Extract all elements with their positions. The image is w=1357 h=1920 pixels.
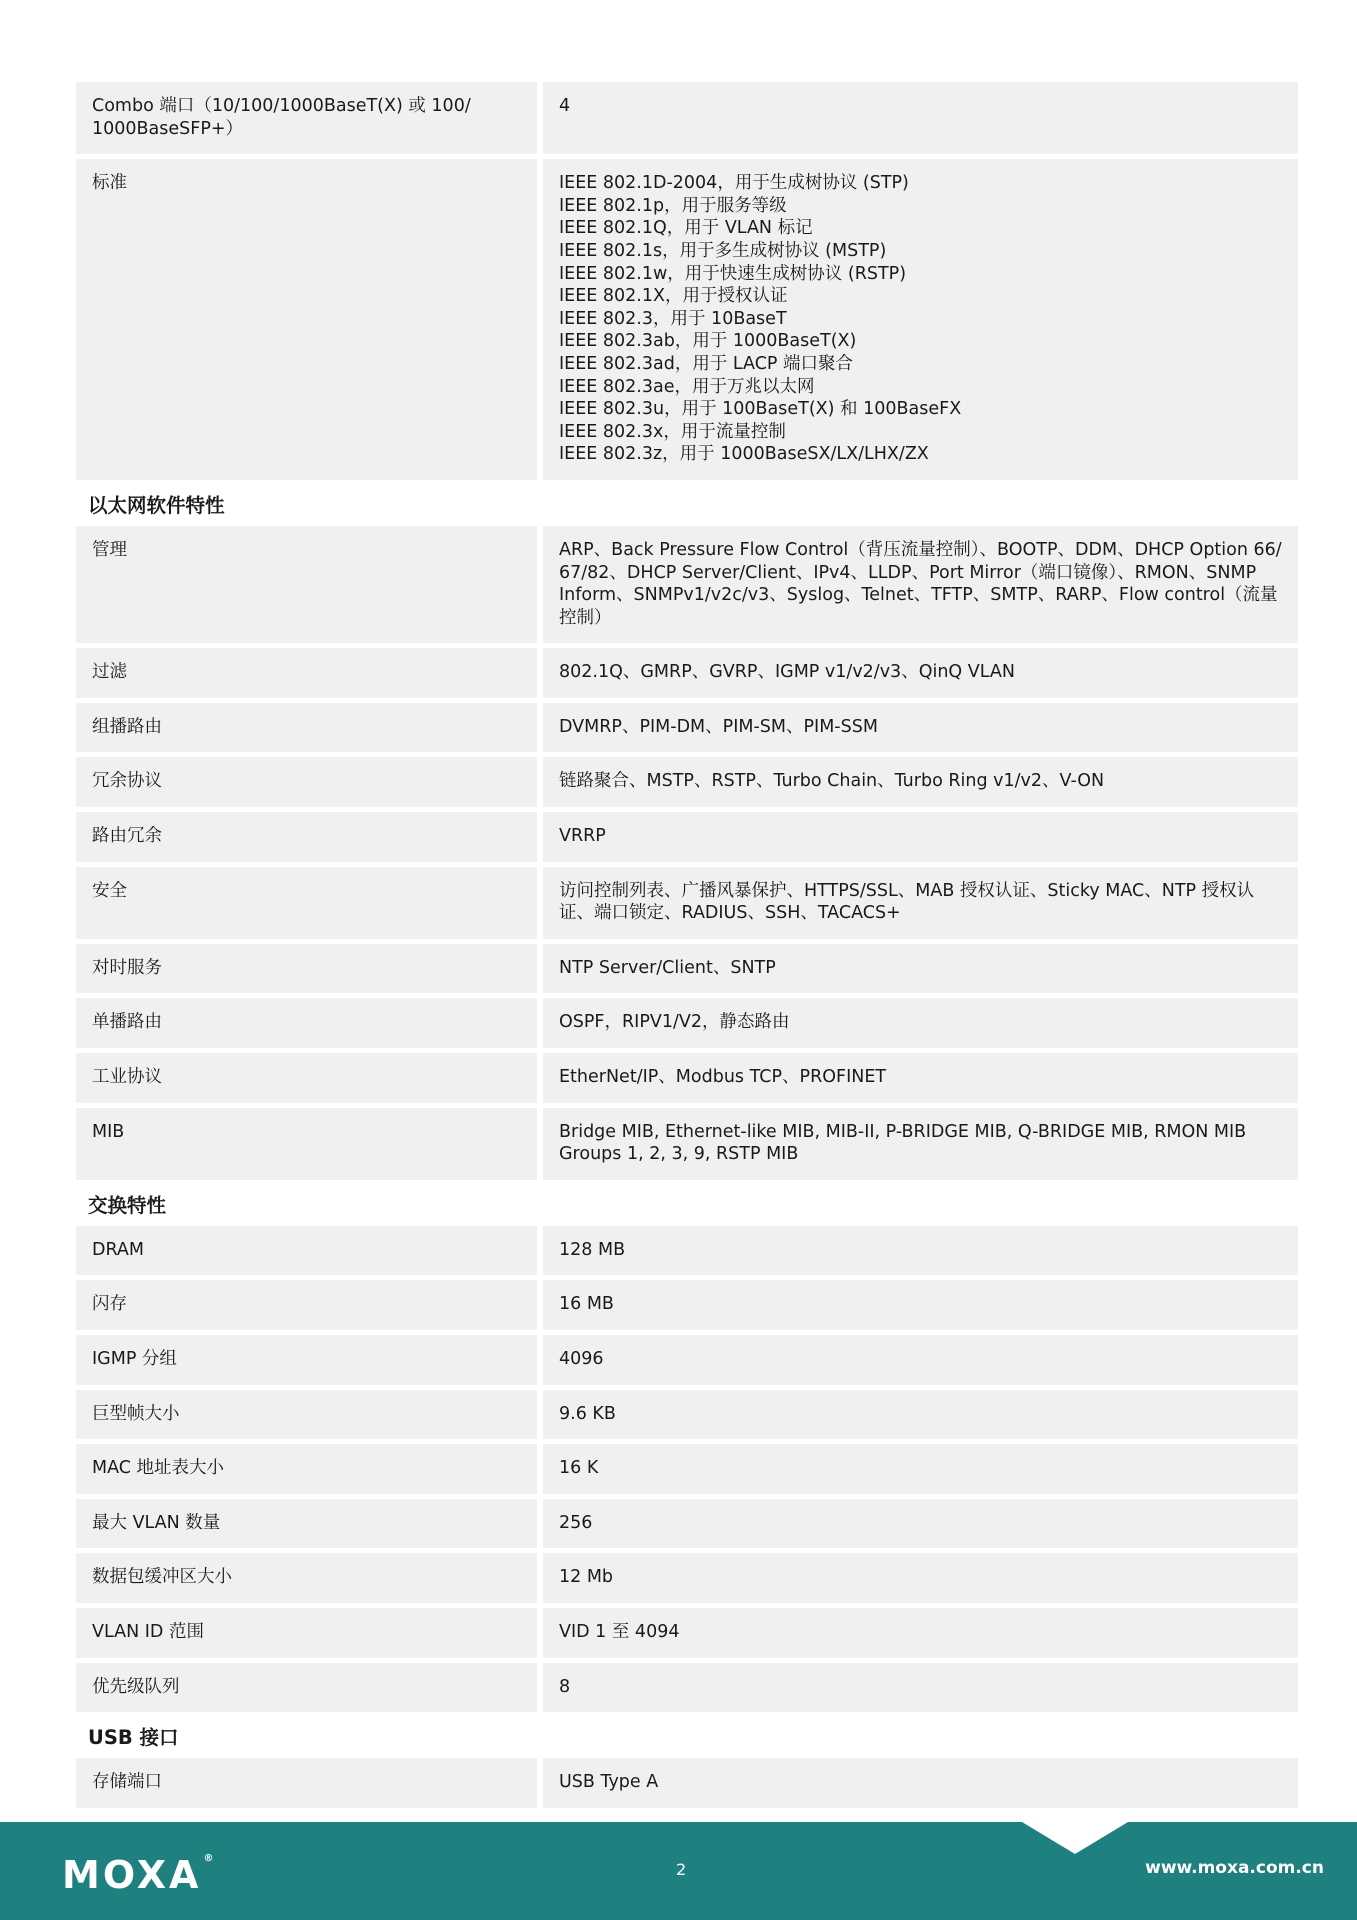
spec-value-line: IEEE 802.3u，用于 100BaseT(X) 和 100BaseFX [559,399,962,420]
spec-row [76,1390,1298,1440]
spec-row [76,703,1298,753]
spec-value-line: OSPF，RIPV1/V2，静态路由 [559,1012,790,1033]
spec-row [76,1053,1298,1103]
spec-value [543,1444,1298,1494]
spec-row [76,526,1298,643]
spec-value-line: IEEE 802.1D-2004，用于生成树协议 (STP) [559,173,909,194]
spec-label: 单播路由 [76,998,537,1048]
spec-value-line: 访问控制列表、广播风暴保护、HTTPS/SSL、MAB 授权认证、Sticky MAC、NTP 授权认 [559,880,1255,901]
spec-value [543,1108,1298,1180]
website-link[interactable]: www.moxa.com.cn [1145,1858,1324,1878]
spec-label: 巨型帧大小 [76,1390,537,1440]
spec-value [543,1608,1298,1658]
spec-value-line: NTP Server/Client、SNTP [559,957,776,978]
spec-label: 管理 [76,526,537,643]
spec-value [543,1663,1298,1713]
spec-label: IGMP 分组 [76,1335,537,1385]
spec-label: 最大 VLAN 数量 [76,1499,537,1549]
spec-value-line: IEEE 802.1w，用于快速生成树协议 (RSTP) [559,263,907,284]
spec-value [543,1758,1298,1808]
spec-value-line: 控制） [559,607,612,628]
spec-value [543,1553,1298,1603]
spec-value [543,159,1298,480]
spec-value-line: IEEE 802.3ad，用于 LACP 端口聚合 [559,353,854,374]
page-number: 2 [676,1860,687,1879]
spec-value-line: 16 K [559,1458,599,1479]
spec-value-line: 256 [559,1512,593,1533]
spec-value-line: Inform、SNMPv1/v2c/v3、Syslog、Telnet、TFTP、SMTP、RARP、Flow control（流量 [559,585,1278,606]
spec-value-line: 链路聚合、MSTP、RSTP、Turbo Chain、Turbo Ring v1/v2、V-ON [559,771,1105,792]
spec-label: 路由冗余 [76,812,537,862]
spec-value-line: IEEE 802.3，用于 10BaseT [559,308,787,329]
spec-value-line: IEEE 802.3x，用于流量控制 [559,421,786,442]
spec-value-line: IEEE 802.3z，用于 1000BaseSX/LX/LHX/ZX [559,444,929,465]
spec-value-line: 8 [559,1676,571,1697]
spec-row [76,1226,1298,1276]
spec-row [76,867,1298,939]
section-title: 以太网软件特性 [88,493,225,517]
spec-row [76,1608,1298,1658]
spec-value-line: 12 Mb [559,1567,614,1588]
spec-value [543,1226,1298,1276]
spec-value [543,757,1298,807]
spec-row [76,82,1298,154]
spec-value-line: IEEE 802.3ae，用于万兆以太网 [559,376,815,397]
spec-value-line: IEEE 802.3ab，用于 1000BaseT(X) [559,331,857,352]
spec-row [76,1280,1298,1330]
spec-value-line: IEEE 802.1s，用于多生成树协议 (MSTP) [559,240,887,261]
spec-label: MIB [76,1108,537,1180]
spec-value [543,648,1298,698]
spec-table [76,82,1298,1813]
spec-label: Combo 端口（10/100/1000BaseT(X) 或 100/ 1000BaseSFP+） [76,82,537,154]
spec-label: 数据包缓冲区大小 [76,1553,537,1603]
spec-value [543,812,1298,862]
spec-value-line: 802.1Q、GMRP、GVRP、IGMP v1/v2/v3、QinQ VLAN [559,662,1015,683]
spec-label: 冗余协议 [76,757,537,807]
spec-row [76,1553,1298,1603]
spec-value [543,1390,1298,1440]
spec-value-line: 67/82、DHCP Server/Client、IPv4、LLDP、Port Mirror（端口镜像）、RMON、SNMP [559,562,1257,583]
spec-label: VLAN ID 范围 [76,1608,537,1658]
spec-row [76,998,1298,1048]
page-footer [0,1822,1357,1920]
spec-value-line: 128 MB [559,1239,626,1260]
spec-value [543,998,1298,1048]
spec-row [76,1663,1298,1713]
spec-value-line: 9.6 KB [559,1403,616,1424]
spec-value-line: ARP、Back Pressure Flow Control（背压流量控制）、BOOTP、DDM、DHCP Option 66/ [559,539,1282,560]
spec-value [543,82,1298,154]
spec-value [543,1053,1298,1103]
spec-value [543,1335,1298,1385]
spec-value-line: 证、端口锁定、RADIUS、SSH、TACACS+ [559,903,901,924]
spec-value-line: Bridge MIB, Ethernet-like MIB, MIB-II, P-BRIDGE MIB, Q-BRIDGE MIB, RMON MIB [559,1121,1247,1142]
spec-row [76,1758,1298,1808]
spec-value [543,867,1298,939]
spec-label: MAC 地址表大小 [76,1444,537,1494]
spec-row [76,159,1298,480]
spec-label: 优先级队列 [76,1663,537,1713]
spec-label: 存储端口 [76,1758,537,1808]
spec-value-line: IEEE 802.1p，用于服务等级 [559,195,787,216]
spec-row [76,812,1298,862]
moxa-logo[interactable]: MOXA ® [62,1853,214,1897]
spec-row [76,1444,1298,1494]
spec-value-line: IEEE 802.1Q，用于 VLAN 标记 [559,218,813,239]
section-title: 交换特性 [88,1193,167,1217]
section-title: USB 接口 [88,1726,179,1750]
spec-value [543,703,1298,753]
spec-row [76,1108,1298,1180]
spec-value-line: VID 1 至 4094 [559,1621,680,1642]
spec-value [543,944,1298,994]
spec-label: 安全 [76,867,537,939]
spec-label: 对时服务 [76,944,537,994]
spec-row [76,1335,1298,1385]
spec-label: 组播路由 [76,703,537,753]
spec-label: 工业协议 [76,1053,537,1103]
spec-value-line: USB Type A [559,1772,659,1793]
spec-value-line: IEEE 802.1X，用于授权认证 [559,286,788,307]
spec-value-line: 4 [559,96,571,116]
spec-value [543,526,1298,643]
spec-row [76,944,1298,994]
spec-label: 闪存 [76,1280,537,1330]
spec-label: DRAM [76,1226,537,1276]
spec-value-line: DVMRP、PIM-DM、PIM-SM、PIM-SSM [559,716,878,737]
spec-value-line: VRRP [559,826,606,847]
spec-row [76,648,1298,698]
spec-label: 标准 [76,159,537,480]
spec-value [543,1499,1298,1549]
spec-row [76,1499,1298,1549]
spec-row [76,757,1298,807]
spec-label: 过滤 [76,648,537,698]
spec-value-line: Groups 1, 2, 3, 9, RSTP MIB [559,1144,799,1165]
spec-value-line: EtherNet/IP、Modbus TCP、PROFINET [559,1067,887,1088]
spec-value-line: 16 MB [559,1294,614,1315]
spec-value [543,1280,1298,1330]
spec-value-line: 4096 [559,1349,604,1369]
